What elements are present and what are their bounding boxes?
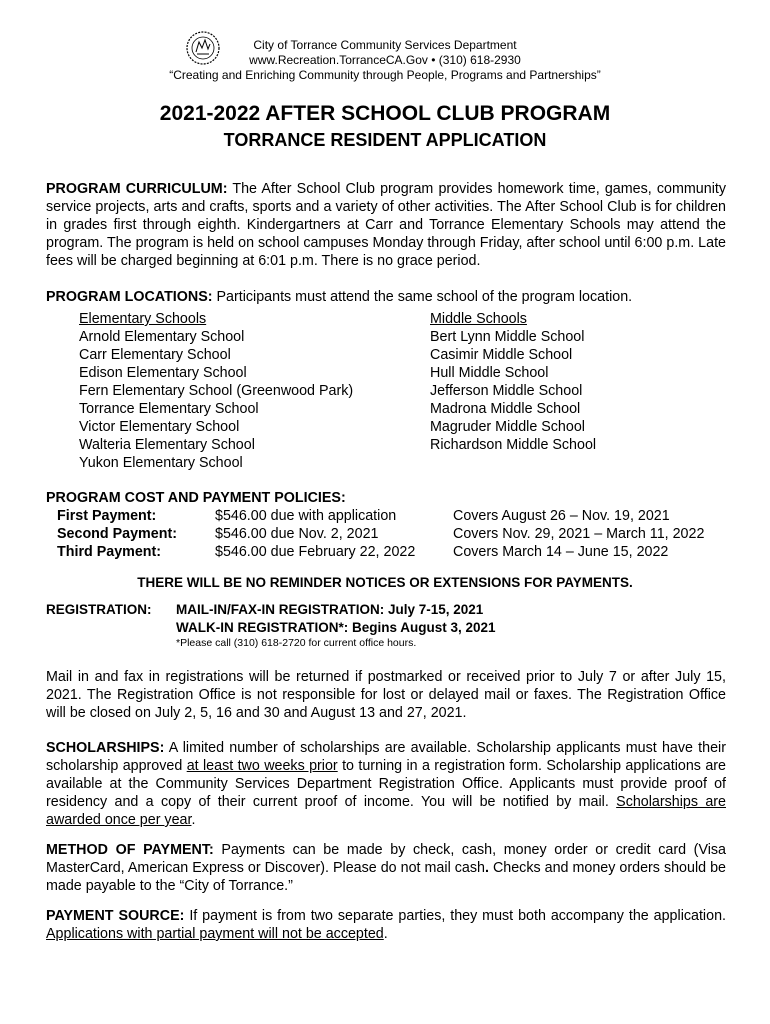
- middle-schools-list: [430, 310, 596, 454]
- list-item: Edison Elementary School: [79, 365, 247, 381]
- page-subtitle: TORRANCE RESIDENT APPLICATION: [223, 130, 547, 150]
- tagline: “Creating and Enriching Community through People, Programs and Partnerships”: [169, 68, 601, 82]
- payment-method-text: .: [484, 860, 489, 876]
- list-item: Hull Middle School: [430, 365, 549, 381]
- payment-amount: $546.00 due February 22, 2022: [215, 544, 416, 560]
- mail-info-paragraph: Mail in and fax in registrations will be returned if postmarked or received prior to July 7 or after July 15, 2021. The Registration Office is not responsible for lost or delayed mail or faxes. The Registration Office will be closed on July 2, 5, 16 and 30 and August 13 and 27, 2021.: [46, 669, 726, 721]
- payment-source-section: [46, 907, 726, 943]
- mail-in-registration: MAIL-IN/FAX-IN REGISTRATION: July 7-15, 2021: [176, 602, 484, 617]
- payment-covers: Covers Nov. 29, 2021 – March 11, 2022: [453, 526, 705, 542]
- payment-label: Third Payment:: [57, 544, 162, 560]
- locations-section: [46, 288, 726, 306]
- elementary-schools-list: [79, 310, 353, 472]
- payment-notice: THERE WILL BE NO REMINDER NOTICES OR EXTENSIONS FOR PAYMENTS.: [137, 575, 633, 590]
- office-hours-note: *Please call (310) 618-2720 for current office hours.: [176, 637, 417, 649]
- payment-method-text: Payments can be made by check, cash, money order or credit card (Visa MasterCard, American Express or Discover). Please do not mail cash: [46, 842, 726, 876]
- payment-source-text: .: [383, 926, 388, 942]
- payment-amount: $546.00 due with application: [215, 508, 397, 524]
- list-item: Jefferson Middle School: [430, 383, 583, 399]
- elementary-heading: Elementary Schools: [79, 311, 207, 327]
- payment-amount: $546.00 due Nov. 2, 2021: [215, 526, 379, 542]
- list-item: Arnold Elementary School: [79, 329, 245, 345]
- scholarships-section: [46, 739, 726, 829]
- list-item: Madrona Middle School: [430, 401, 581, 417]
- middle-heading: Middle Schools: [430, 311, 527, 327]
- page-title: 2021-2022 AFTER SCHOOL CLUB PROGRAM: [159, 102, 611, 125]
- list-item: Fern Elementary School (Greenwood Park): [79, 383, 354, 399]
- list-item: Walteria Elementary School: [79, 437, 255, 453]
- payment-covers: Covers March 14 – June 15, 2022: [453, 544, 669, 560]
- payment-label: First Payment:: [57, 508, 157, 524]
- scholarships-text: A limited number of scholarships are available. Scholarship applicants must have their scholarship approved: [46, 740, 726, 774]
- list-item: Magruder Middle School: [430, 419, 585, 435]
- payment-covers: Covers August 26 – Nov. 19, 2021: [453, 508, 670, 524]
- contact-info: www.Recreation.TorranceCA.Gov • (310) 618-2930: [249, 53, 521, 67]
- registration-label: REGISTRATION:: [46, 602, 152, 617]
- curriculum-section: [46, 180, 726, 270]
- list-item: Casimir Middle School: [430, 347, 573, 363]
- scholarships-deadline: at least two weeks prior: [186, 758, 338, 774]
- curriculum-text: The After School Club program provides homework time, games, community service projects, arts and crafts, sports and a variety of other activities. The After School Club is for children in grades first through eighth. Kindergartners at Carr and Torrance Elementary Schools may attend the program. The program is held on school campuses Monday through Friday, after school until 6:00 p.m. Late fees will be charged beginning at 6:01 p.m. There is no grace period.: [46, 181, 726, 269]
- payment-method-heading: METHOD OF PAYMENT:: [46, 842, 214, 858]
- scholarships-text: .: [191, 812, 196, 828]
- locations-heading: PROGRAM LOCATIONS:: [46, 289, 213, 305]
- list-item: Yukon Elementary School: [79, 455, 243, 471]
- payment-method-section: [46, 841, 726, 895]
- payment-source-heading: PAYMENT SOURCE:: [46, 908, 185, 924]
- list-item: Richardson Middle School: [430, 437, 597, 453]
- scholarships-frequency: Scholarships are awarded once per year: [46, 794, 726, 828]
- payment-source-text: If payment is from two separate parties, they must both accompany the application.: [184, 908, 726, 924]
- locations-text: Participants must attend the same school of the program location.: [212, 289, 633, 305]
- walk-in-registration: WALK-IN REGISTRATION*: Begins August 3, 2021: [176, 620, 496, 635]
- partial-payment-warning: Applications with partial payment will not be accepted: [46, 926, 384, 942]
- department-name: City of Torrance Community Services Department: [253, 38, 517, 52]
- list-item: Torrance Elementary School: [79, 401, 259, 417]
- scholarships-heading: SCHOLARSHIPS:: [46, 740, 165, 756]
- list-item: Carr Elementary School: [79, 347, 231, 363]
- list-item: Bert Lynn Middle School: [430, 329, 585, 345]
- scholarships-text: to turning in a registration form. Scholarship applications are available at the Community Services Department Registration Office. Applicants must provide proof of residency and a copy of their current proof of income. You will be notified by mail.: [46, 758, 726, 810]
- cost-heading: PROGRAM COST AND PAYMENT POLICIES:: [46, 490, 346, 506]
- payment-label: Second Payment:: [57, 526, 177, 542]
- header: [0, 38, 770, 83]
- list-item: Victor Elementary School: [79, 419, 240, 435]
- payment-method-text: Checks and money orders should be made payable to the “City of Torrance.”: [46, 860, 726, 894]
- curriculum-heading: PROGRAM CURRICULUM:: [46, 181, 228, 197]
